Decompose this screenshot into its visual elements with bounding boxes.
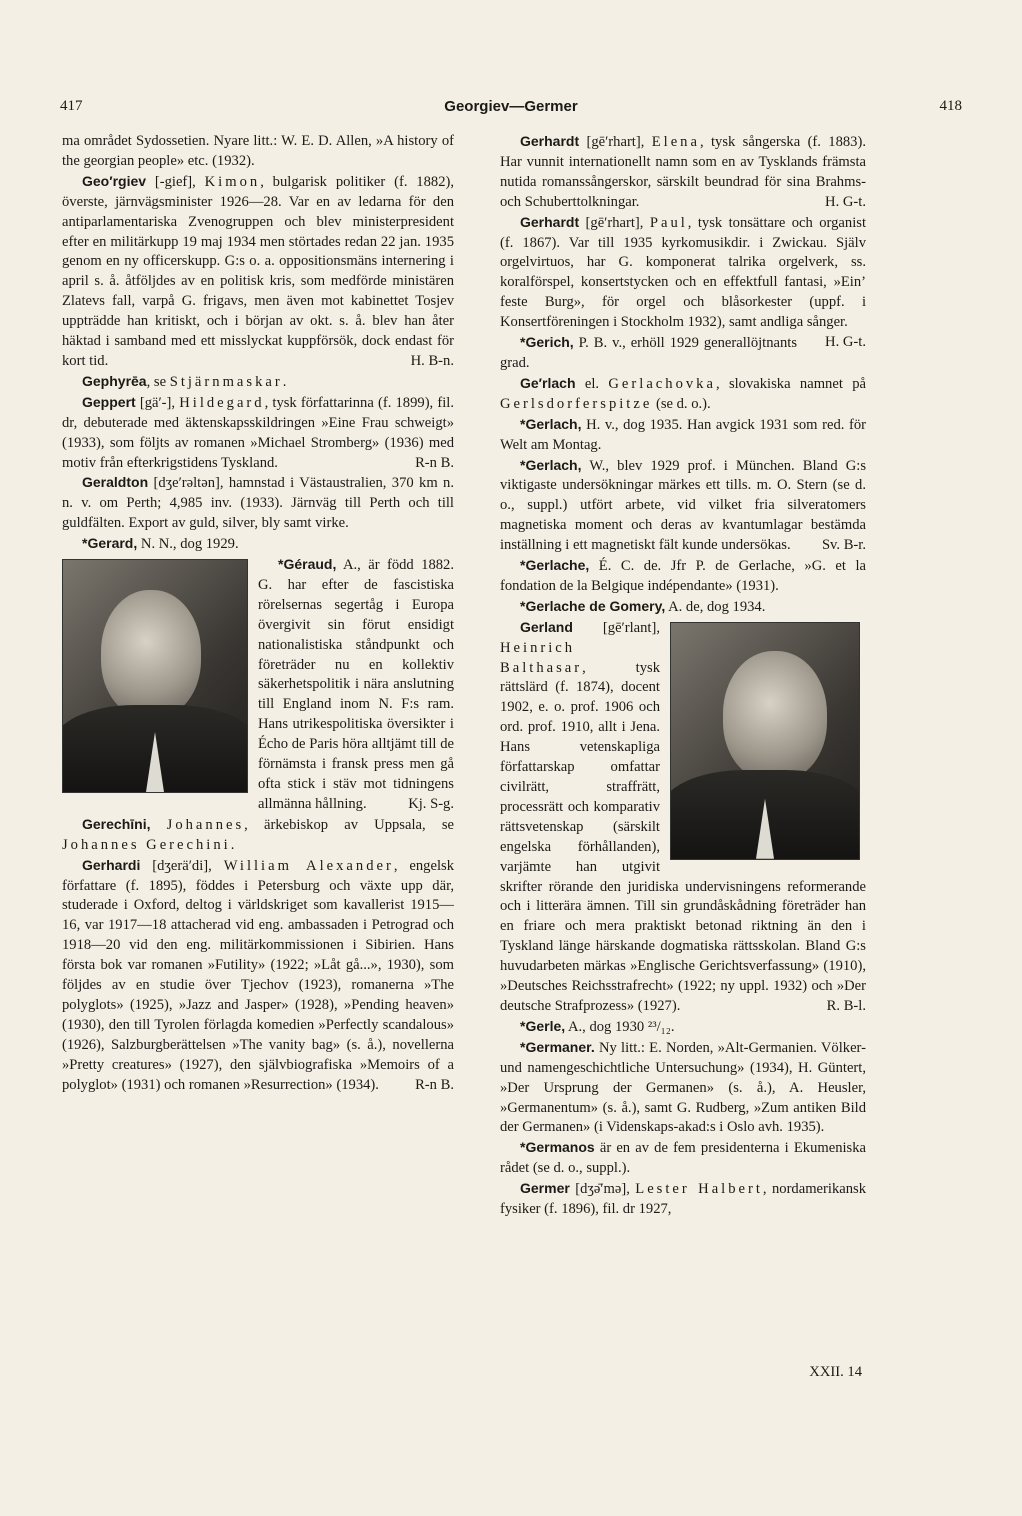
right-column: [500, 132, 866, 1220]
running-title: Georgiev—Germer: [444, 98, 578, 115]
encyclopedia-entry: [62, 372, 454, 393]
portrait-photo: [670, 622, 860, 860]
entry-name: Stjärnmaskar: [169, 373, 283, 390]
entry-text: är en av de fem presidenterna i Ekumeniska rådet (se d. o., suppl.).: [500, 1140, 866, 1177]
encyclopedia-entry: [62, 473, 454, 534]
entry-headword: Geo′rgiev: [82, 172, 147, 189]
encyclopedia-entry: [500, 415, 866, 456]
entry-text: A., dog 1930 ²³/₁₂.: [565, 1018, 675, 1035]
entry-pronunciation: el.: [575, 375, 609, 392]
entry-pronunciation: [150, 817, 166, 833]
entry-text-end: (se d. o.).: [652, 395, 711, 412]
entry-name: Gerlachovka: [608, 375, 716, 392]
author-signature: H. G-t.: [825, 334, 866, 351]
author-signature: R-n B.: [415, 1076, 454, 1093]
encyclopedia-entry: [500, 597, 866, 618]
entry-text: A. de, dog 1934.: [665, 598, 766, 615]
author-signature: R. B-l.: [826, 997, 866, 1014]
entry-headword: *Gerlache,: [520, 557, 590, 574]
entry-pronunciation: , se: [146, 373, 170, 390]
entry-headword: Gerhardt: [520, 133, 580, 149]
left-column: [62, 132, 454, 1096]
entry-text: P. B. v., erhöll 1929 generallöjtnants grad.: [500, 335, 798, 371]
entry-text: , tysk författarinna (f. 1899), fil. dr, debuterade med äktenskapsskildringen »Eine Frau schweigt» (1933), som följts av romanen »Michael Stromberg» (1936) med motiv från efterkrigstidens Tyskland.: [62, 394, 454, 471]
entry-text: Ny litt.: E. Norden, »Alt-Germanien. Völker- und namengeschichtliche Untersuchung» (1934), H. Güntert, »Der Ursprung der Germanen» (s. å.), A. Heusler, »Germanentum» (s. å.), samt G. Rudberg, »Zum antiken Bild der Germanen» (i Videnskaps-akad:s i Oslo avh. 1935).: [500, 1039, 866, 1136]
page-header: [60, 98, 962, 120]
entry-text: , engelsk författare (f. 1895), föddes i Petersburg och växte upp där, studerade i Oxford, deltog i världskriget som kavallerist 1915—16, var 1917—18 attacherad vid eng. ambassaden i Petrograd och 1918—20 vid den eng. militärkommissionen i Sibirien. Hans första bok var romanen »Futility» (1922; »Låt gå...», 1930), som följdes av en studie över Tjechov (1923), romanerna »The polyglots» (1925), »Jazz and Jasper» (1928), »Pending heaven» (1930), den till Tyrolen förlagda komedien »Perfectly scandalous» (1926), Salzburgberättelsen »The vanity bag» (s. å.), novellerna »Pretty creatures» (1927), den självbiografiska »Memoirs of a polyglot» (1931) och romanen »Resurrection» (1934).: [62, 857, 454, 1093]
encyclopedia-entry: [500, 1017, 866, 1038]
encyclopedia-entry: [500, 456, 866, 557]
entry-pronunciation: [gē′rhart],: [579, 134, 652, 150]
entry-headword: Germer: [520, 1180, 570, 1197]
author-signature: H. G-t.: [825, 193, 866, 210]
entry-pronunciation: [-gief],: [146, 173, 205, 190]
encyclopedia-entry: [62, 132, 454, 172]
entry-text: H. v., dog 1935. Han avgick 1931 som red. för Welt am Montag.: [500, 416, 866, 453]
entry-headword: Geraldton: [82, 474, 149, 491]
entry-headword: *Gerlach,: [520, 415, 582, 432]
entry-text: , tysk tonsättare och organist (f. 1867). Var till 1935 kyrkomusikdir. i Zwickau. Själv orgelvirtuos, har G. komponerat talrika orgelverk, ss. koralförspel, konsertstycken och en effektfull fantasi, »Ein’ feste Burg», för orgel och blåsorkester (uppf. i Konsertföreningen i Stockholm 1932), samt andliga sånger.: [500, 214, 866, 331]
encyclopedia-entry: [62, 534, 454, 555]
entry-text: hamnstad i Västaustralien, 370 km n. n. v. om Perth; 4,985 inv. (1933). Järnväg till Perth och till guldfälten. Export av guld, silver, bly samt virke.: [62, 475, 454, 532]
entry-name: Heinrich Balthasar: [500, 639, 583, 676]
entry-name: William Alexander: [223, 857, 394, 874]
author-signature: R-n B.: [415, 454, 454, 471]
encyclopedia-entry: [500, 374, 866, 415]
entry-headword: *Gerich,: [520, 334, 574, 351]
encyclopedia-entry: [62, 172, 454, 372]
page-number-right: 418: [939, 98, 962, 114]
encyclopedia-entry: [500, 1138, 866, 1179]
entry-headword: *Géraud,: [278, 556, 337, 573]
entry-text: , bulgarisk politiker (f. 1882), överste, järnvägsminister 1926—28. Var en av ledarna för den antiparlamentariska Zvenogruppen och blev ministerpresident efter en militärkupp 19 maj 1934 men störtades redan 22 jan. 1935 genom en ny officerskupp. G:s o. a. oppositionsmäns internering i april s. å. åtföljdes av en politisk kris, som medförde ministären Zlatevs fall, varpå G. frigavs, men även mot kabinettet Tosjev uppträdde han kritiskt, och i början av okt. s. å. blev han åter häktad i samband med ett misslyckat kuppförsök, dock endast för kort tid.: [62, 173, 454, 369]
entry-pronunciation: [dʒə̄′mə],: [569, 1181, 636, 1198]
encyclopedia-entry: [62, 856, 454, 1096]
author-signature: Sv. B-r.: [821, 537, 866, 554]
page-number-left: 417: [60, 98, 83, 114]
encyclopedia-entry: [62, 555, 454, 815]
sheet-signature: XXII. 14: [809, 1364, 862, 1380]
entry-headword: Gerhardt: [520, 213, 580, 230]
encyclopedia-entry: [62, 815, 454, 856]
entry-text: , nordamerikansk fysiker (f. 1896), fil. dr 1927,: [500, 1181, 866, 1218]
entry-headword: *Germaner.: [520, 1038, 595, 1055]
entry-name: Kimon: [204, 173, 261, 190]
entry-headword: Geppert: [82, 393, 136, 410]
encyclopedia-entry: [500, 618, 866, 1017]
entry-text: .: [282, 373, 287, 390]
entry-text: ma området Sydossetien. Nyare litt.: W. E. D. Allen, »A history of the georgian people» etc. (1932).: [62, 133, 454, 169]
entry-name: Elena: [651, 134, 700, 150]
author-signature: H. B-n.: [410, 352, 454, 369]
encyclopedia-entry: [500, 1179, 866, 1220]
entry-headword: Gerechīni,: [82, 815, 151, 832]
entry-headword: *Gerle,: [520, 1017, 566, 1034]
entry-text: É. C. de. Jfr P. de Gerlache, »G. et la fondation de la Belgique indépendante» (1931).: [500, 558, 866, 594]
entry-pronunciation: [gē′rhart],: [579, 214, 650, 231]
entry-name: Paul: [649, 214, 688, 231]
entry-text: , slovakiska namnet på: [715, 375, 866, 392]
encyclopedia-entry: [500, 556, 866, 597]
entry-pronunciation: [dʒe′rəltən],: [148, 475, 229, 492]
entry-headword: *Gerlache de Gomery,: [520, 597, 666, 614]
author-signature: Kj. S-g.: [408, 795, 454, 812]
entry-text: , tysk rättslärd (f. 1874), docent 1902, e. o. prof. 1906 och ord. prof. 1910, allt i Jena. Hans vetenskapliga författarskap omfattar civilrätt, straffrätt, processrätt och komparativ rättsvetenskap (särskilt engelska förhållanden), varjämte han utgivit skrifter rörande den juridiska undervisningens reformerande och i litterära ämnen. Till sin grundåskådning företräder han en friare och mera praktiskt betonad riktning än den i Tyskland länge härskande dogmatiska rättsskolan. Bland G:s huvudarbeten märkas »Englische Gerichtsverfassung» (1910), »Deutsches Reichsstrafrecht» (1922; ny uppl. 1932) och »Der deutsche Strafprozess» (1927).: [500, 659, 866, 1014]
portrait-photo: [62, 559, 248, 793]
entry-text: , ärkebiskop av Uppsala, se: [244, 816, 454, 833]
entry-text: A., är född 1882. G. har efter de fascistiska rörelsernas segertåg i Europa övergivit sin förut ensidigt nationalistiska ståndpunkt och företräder nu en kollektiv säkerhetspolitik i nära anslutning till England inom N. F:s ram. Hans utrikespolitiska översikter i Écho de Paris höra alltjämt till de förnämsta i fransk press men gå ofta stick i stäv mot tidningens allmänna hållning.: [258, 557, 454, 812]
encyclopedia-entry: [500, 132, 866, 213]
entry-name: Lester Halbert: [635, 1181, 763, 1198]
entry-reference: Gerlsdorferspitze: [500, 395, 653, 412]
entry-text: , tysk sångerska (f. 1883). Har vunnit internationellt namn som en av Tysklands främsta nutida romanssångerskor, särskilt beundrad för sina Brahms- och Schuberttolkningar.: [500, 134, 866, 210]
entry-headword: Gerhardi: [82, 856, 141, 873]
entry-name: Hildegard: [179, 394, 265, 411]
entry-pronunciation: [gē′rlant],: [572, 619, 660, 636]
encyclopedia-entry: [62, 393, 454, 474]
entry-headword: Ge′rlach: [520, 374, 576, 391]
encyclopedia-entry: [500, 1038, 866, 1139]
entry-headword: *Gerard,: [82, 535, 138, 552]
entry-name: Johannes: [166, 816, 245, 833]
entry-headword: *Gerlach,: [520, 456, 582, 473]
entry-headword: Gephyrēa: [82, 372, 147, 389]
entry-headword: Gerland: [520, 618, 573, 635]
entry-headword: *Germanos: [520, 1139, 595, 1156]
entry-text: W., blev 1929 prof. i München. Bland G:s viktigaste undersökningar märkes ett tills. m. O. Stern (se d. o., suppl.) utfört arbete, vid vilket fria silveratomers magnetiska moment och deras av kvantumlagar bestämda inställning i ett magnetiskt fält kunde undersökas.: [500, 457, 866, 554]
entry-pronunciation: [dʒerä′di],: [140, 857, 224, 874]
entry-text-end: .: [230, 836, 235, 853]
entry-text: N. N., dog 1929.: [137, 536, 239, 553]
entry-pronunciation: [gä′-],: [135, 394, 180, 411]
entry-reference: Johannes Gerechini: [62, 836, 231, 853]
